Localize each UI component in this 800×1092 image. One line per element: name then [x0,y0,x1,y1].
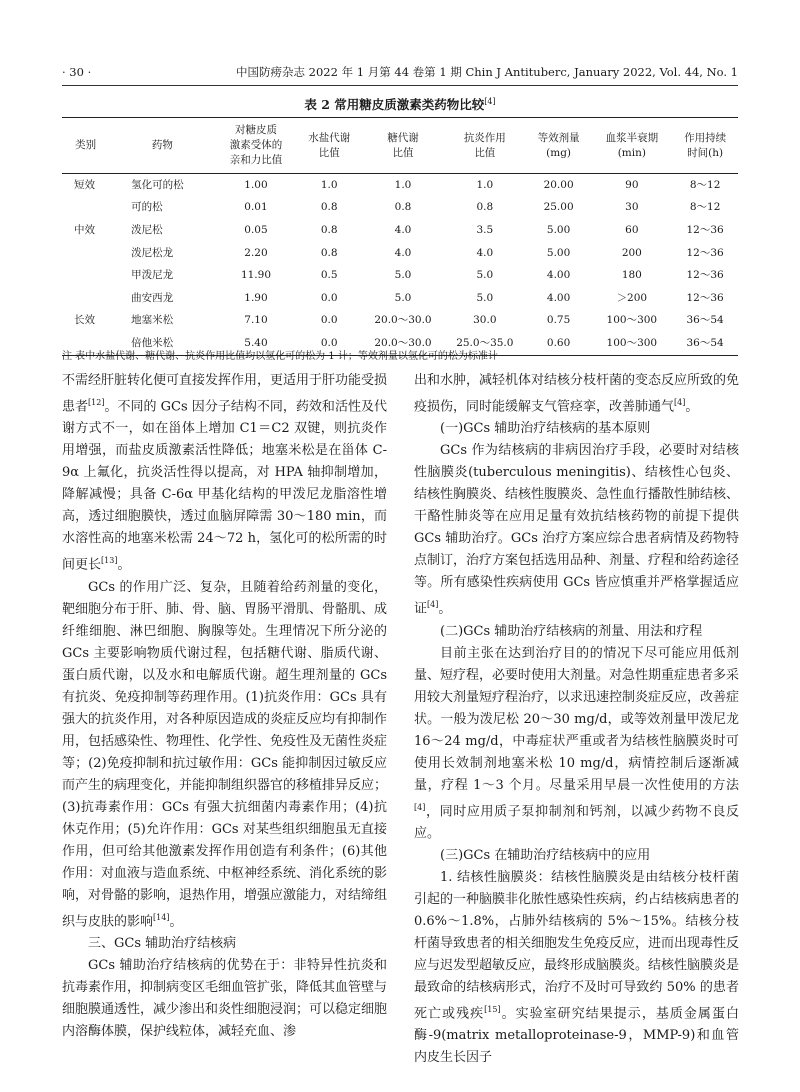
table-cell: 地塞米松 [131,314,174,327]
table-cell: 20.0～30.0 [374,336,432,349]
paragraph [414,845,739,867]
table-cell: 90 [625,178,639,191]
table-cell: 4.0 [394,223,412,236]
table-cell: 0.01 [244,201,268,214]
table-cell: 短效 [74,178,95,191]
table-cell: 1.00 [244,178,268,191]
table-cell: 0.0 [320,336,338,349]
table-title [62,95,738,113]
table-row [62,264,738,287]
citation-ref: [14] [153,912,170,922]
table-cell: 5.0 [476,269,494,282]
table-cell: 可的松 [131,201,163,214]
table-cell: 200 [621,246,642,259]
table-cell: 12～36 [686,269,724,282]
table-header-cell: 对糖皮质 激素受体的 亲和力比值 [229,124,283,166]
table-cell: 30 [625,201,639,214]
table-cell: 5.0 [394,291,412,304]
paragraph [414,643,739,845]
paragraph-text: 。 [169,913,183,929]
table-row [62,197,738,220]
table-cell: 25.00 [543,201,574,214]
paragraph-text: 1. 结核性脑膜炎：结核性脑膜炎是由结核分枝杆菌引起的一种脑膜非化脓性感染性疾病，约占结核病患者的 0.6%～1.8%，占肺外结核病的 5%～15%。结核分枝杆菌导致患者的相关细胞发生免疫反应，进而出现毒性反应与迟发型超敏反应，最终形成脑膜炎。结核性脑膜炎是最致命的结核病形式，治疗不及时可导致约 50% 的患者死亡或残疾 [414,869,740,1022]
table-cell: 5.0 [476,291,494,304]
table-note: 注 表中水盐代谢、糖代谢、抗炎作用比值均以氢化可的松为 1 计；等效剂量以氢化可的松为标准计 [62,351,498,362]
table-cell: 倍他米松 [131,336,174,349]
table-cell: 0.0 [320,291,338,304]
table-cell: 0.8 [394,201,412,214]
table-cell: 25.0～35.0 [456,336,514,349]
table-row [62,287,738,310]
table-cell [62,242,109,265]
paragraph-text: 。实验室研究结果提示，基质金属蛋白酶-9(matrix metalloproteinase-9，MMP-9)和血管内皮生长因子 [414,1006,739,1066]
paragraph [62,577,387,933]
paragraph-text: 目前主张在达到治疗目的的情况下尽可能应用低剂量、短疗程，必要时使用大剂量。对急性期重症患者多采用较大剂量短疗程治疗，以求迅速控制炎症反应，改善症状。一般为泼尼松 20～30 mg/d，或等效剂量甲泼尼龙 16～24 mg/d，中毒症状严重或者为结核性脑膜炎时可使用长效制剂地塞米松 10 mg/d，病情控制后逐渐减量，疗程 1～3 个月。尽量采用早晨一次性使用的方法 [414,645,740,793]
table-cell: 氢化可的松 [131,178,184,191]
drug-comparison-table [62,117,738,356]
right-column [414,370,739,1069]
table-header-row [62,118,738,174]
table-title-ref: [4] [484,96,496,106]
header-rule [62,85,738,86]
table-body [62,174,738,356]
paragraph [414,440,739,620]
table-cell: 8～12 [689,201,721,214]
paragraph-text: 不需经肝脏转化便可直接发挥作用，更适用于肝功能受损患者 [62,373,388,415]
table-cell [62,197,109,220]
table-cell: 0.8 [476,201,494,214]
table-cell: 0.5 [320,269,338,282]
table-cell: 7.10 [244,314,268,327]
running-header [62,62,738,82]
table-cell: 36～54 [686,336,724,349]
table-header-cell: 类别 [75,139,97,151]
paragraph-text: GCs 辅助治疗结核病的优势在于：非特异性抗炎和抗毒素作用，抑制病变区毛细血管扩张，降低其血管壁与细胞膜通透性，减少渗出和炎性细胞浸润；可以稳定细胞内溶酶体膜，保护线粒体，减轻充血、渗 [62,957,388,1039]
table-cell: 1.0 [320,178,338,191]
paragraph [62,370,387,577]
table-cell: 100～300 [606,314,658,327]
table-header-cell: 抗炎作用 比值 [463,131,506,159]
table-cell: 8～12 [689,178,721,191]
page-number: · 30 · [62,65,92,79]
left-column [62,370,387,1043]
table-cell: 11.90 [240,269,271,282]
table-cell: 20.0～30.0 [374,314,432,327]
paragraph-text: 。 [438,601,452,617]
table-cell: 0.60 [546,336,571,349]
table-cell: 甲泼尼龙 [131,269,174,282]
table-cell: 12～36 [686,246,724,259]
table-cell: 4.00 [546,269,571,282]
table-cell: 0.8 [320,201,338,214]
paragraph-text: 。 [685,399,699,415]
table-row [62,174,738,197]
paragraph [414,418,739,440]
paragraph-text: (二)GCs 辅助治疗结核病的剂量、用法和疗程 [440,623,703,639]
table-cell: 4.00 [546,291,571,304]
table-cell: 20.00 [543,178,574,191]
paragraph [414,370,739,418]
table-cell: 12～36 [686,223,724,236]
table-cell: 长效 [74,314,95,327]
paragraph-text: 三、GCs 辅助治疗结核病 [88,935,237,951]
paragraph [62,955,387,1043]
paragraph-text: ，同时应用质子泵抑制剂和钙剂，以减少药物不良反应。 [414,803,739,841]
table-cell: 30.0 [473,314,497,327]
journal-citation: 中国防痨杂志 2022 年 1 月第 44 卷第 1 期 Chin J Antituberc, January 2022, Vol. 44, No. 1 [236,65,738,79]
table-cell: 1.90 [244,291,268,304]
table-cell: 中效 [74,223,95,236]
table-cell: 2.20 [244,246,268,259]
table-header-cell: 等效剂量 (mg) [537,131,580,159]
table-cell [62,264,109,287]
citation-ref: [15] [484,1004,501,1014]
table-cell: 100～300 [606,336,658,349]
table-cell: 4.0 [394,246,412,259]
paragraph-text: GCs 的作用广泛、复杂，且随着给药剂量的变化，靶细胞分布于肝、肺、骨、脑、胃肠平滑肌、骨骼肌、成纤维细胞、淋巴细胞、胸腺等处。生理情况下所分泌的 GCs 主要影响物质代谢过程，包括糖代谢、脂质代谢、蛋白质代谢，以及水和电解质代谢。超生理剂量的 GCs 有抗炎、免疫抑制等药理作用。(1)抗炎作用：GCs 具有强大的抗炎作用，对各种原因造成的炎症反应均有抑制作用，包括感染性、物理性、化学性、免疫性及无菌性炎症等；(2)免疫抑制和抗过敏作用：GCs 能抑制因过敏反应而产生的病理变化，并能抑制组织器官的移植排异反应；(3)抗毒素作用：GCs 有强大抗细菌内毒素作用；(4)抗休克作用；(5)允许作用：GCs 对某些组织细胞虽无直接作用，但可给其他激素发挥作用创造有利条件；(6)其他作用：对血液与造血系统、中枢神经系统、消化系统的影响，对骨骼的影响，退热作用，增强应激能力，对结缔组织与皮肤的影响 [62,579,388,929]
paragraph-text: 。 [117,557,131,573]
citation-ref: [4] [414,802,426,812]
table-cell: 36～54 [686,314,724,327]
table-header-cell: 糖代谢 比值 [387,131,419,159]
citation-ref: [13] [101,556,118,566]
table-row [62,219,738,242]
table-header-cell: 血浆半衰期 (min) [605,131,659,159]
table-cell: 0.8 [320,246,338,259]
table-cell: 5.0 [394,269,412,282]
table-cell: 泼尼松龙 [131,246,174,259]
table-cell: 5.40 [244,336,268,349]
table-cell: ＞200 [616,291,648,304]
table-cell: 1.0 [476,178,494,191]
table-row [62,242,738,265]
table-cell [62,287,109,310]
table-cell: 0.0 [320,314,338,327]
table-cell: 60 [625,223,639,236]
table-cell: 1.0 [394,178,412,191]
paragraph [414,621,739,643]
table-cell: 180 [621,269,642,282]
paragraph-text: (三)GCs 在辅助治疗结核病中的应用 [440,847,651,863]
table-header-cell: 作用持续 时间(h) [684,131,727,159]
citation-ref: [12] [88,398,105,407]
table-row [62,310,738,333]
table-cell: 0.75 [546,314,571,327]
table-header-cell: 水盐代谢 比值 [308,131,351,159]
table-cell: 泼尼松 [131,223,163,236]
table-cell: 5.00 [546,246,571,259]
paragraph [62,933,387,955]
citation-ref: [4] [427,600,439,610]
paragraph-text: GCs 作为结核病的非病因治疗手段，必要时对结核性脑膜炎(tuberculous meningitis)、结核性心包炎、结核性胸膜炎、结核性腹膜炎、急性血行播散性肺结核、干酪性肺炎等在应用足量有效抗结核药物的前提下提供 GCs 辅助治疗。GCs 治疗方案应综合患者病情及药物特点制订，治疗方案包括选用品种、剂量、疗程和给药途径等。所有感染性疾病使用 GCs 皆应慎重并严格掌握适应证 [414,443,740,617]
table-cell: 12～36 [686,291,724,304]
table-cell: 5.00 [546,223,571,236]
table-cell: 0.8 [320,223,338,236]
table-cell: 0.05 [244,223,268,236]
table-cell: 曲安西龙 [131,291,174,304]
table-cell: 3.5 [476,223,494,236]
paragraph-text: 。不同的 GCs 因分子结构不同，药效和活性及代谢方式不一，如在甾体上增加 C1＝C2 双键，则抗炎作用增强，而盐皮质激素活性降低；地塞米松是在甾体 C-9α 上氟化，抗炎活性得以提高，对 HPA 轴抑制增加，降解减慢；具备 C-6α 甲基化结构的甲泼尼龙脂溶性增高，透过细胞膜快，透过血脑屏障需 30～180 min，而水溶性高的地塞米松需 24～72 h，氢化可的松所需的时间更长 [62,399,387,573]
table-title-text: 表 2 常用糖皮质激素类药物比较 [304,97,485,112]
paragraph-text: 出和水肿，减轻机体对结核分枝杆菌的变态反应所致的免疫损伤，同时能缓解支气管痉挛，改善肺通气 [414,373,740,415]
citation-ref: [4] [674,398,686,407]
paragraph [414,867,739,1069]
paragraph-text: (一)GCs 辅助治疗结核病的基本原则 [440,421,651,437]
table-cell: 4.0 [476,246,494,259]
table-header-cell: 药物 [151,139,173,151]
